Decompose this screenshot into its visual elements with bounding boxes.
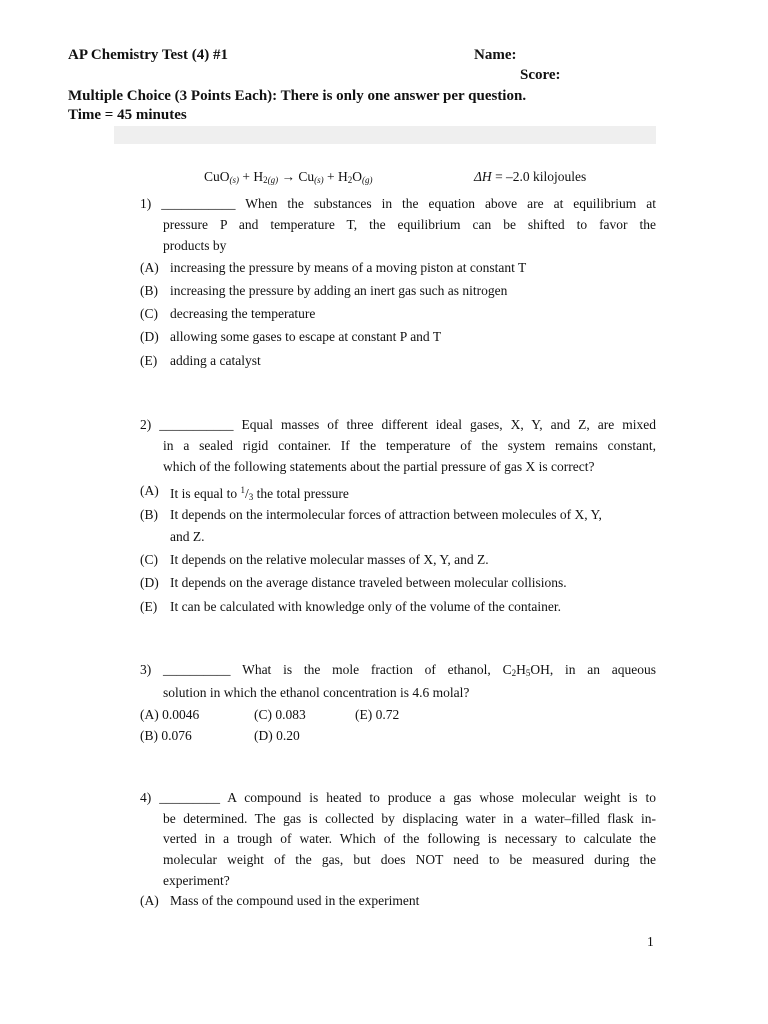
option-text: Mass of the compound used in the experiment [170, 893, 420, 908]
time-limit: Time = 45 minutes [68, 107, 187, 123]
option-letter: (B) [140, 283, 158, 298]
shaded-band [114, 126, 656, 144]
answer-blank: __________ [163, 662, 231, 677]
question-text: products by [163, 238, 227, 253]
equation: $CuO_{(s)} + H_{2(g)} \to Cu_{(s)} + H_2O_{(g)}$ [204, 169, 373, 185]
option: (E) 0.72 [355, 707, 400, 722]
question-number: 1) [140, 196, 152, 211]
option-letter: (A) [140, 893, 159, 908]
question-text: verted in a trough of water. Which of the following is necessary to calculate the [163, 831, 656, 846]
option-text: decreasing the temperature [170, 306, 316, 321]
option: (B) 0.076 [140, 728, 192, 743]
score-label: Score: [520, 67, 561, 83]
option-text: increasing the pressure by adding an inert gas such as nitrogen [170, 283, 508, 298]
name-label: Name: [474, 47, 517, 63]
option-letter: (C) [140, 306, 158, 321]
option-letter: (B) [140, 507, 158, 522]
question-number: 4) [140, 790, 152, 805]
question-text: When the substances in the equation above are at equilibrium at [245, 196, 656, 211]
question-text: experiment? [163, 873, 230, 888]
answer-blank: ___________ [161, 196, 236, 211]
question-text: A compound is heated to produce a gas whose molecular weight is to [227, 790, 657, 805]
test-title: AP Chemistry Test (4) #1 [68, 47, 228, 63]
option-letter: (C) [140, 552, 158, 567]
answer-blank: _________ [159, 790, 220, 805]
question-text: Equal masses of three different ideal gases, X, Y, and Z, are mixed [241, 417, 657, 432]
option-letter: (A) [140, 260, 159, 275]
option-text: It depends on the intermolecular forces of attraction between molecules of X, Y, [170, 507, 602, 522]
question-text: molecular weight of the gas, but does NOT need to be measured during the [163, 852, 656, 867]
option: (A) 0.0046 [140, 707, 200, 722]
question-text: which of the following statements about the partial pressure of gas X is correct? [163, 459, 595, 474]
question-text: in a sealed rigid container. If the temperature of the system remains constant, [163, 438, 656, 453]
option-text: allowing some gases to escape at constant P and T [170, 329, 442, 344]
question-text: be determined. The gas is collected by displacing water in a water–filled flask in- [163, 811, 656, 826]
option-text: and Z. [170, 529, 205, 544]
option-text: It depends on the average distance traveled between molecular collisions. [170, 575, 567, 590]
option-text: It can be calculated with knowledge only of the volume of the container. [170, 599, 561, 614]
instructions: Multiple Choice (3 Points Each): There is only one answer per question. [68, 88, 527, 104]
question-text: solution in which the ethanol concentration is 4.6 molal? [163, 685, 470, 700]
question-text: pressure P and temperature T, the equilibrium can be shifted to favor the [163, 217, 656, 232]
option-letter: (E) [140, 353, 158, 368]
option-letter: (A) [140, 483, 159, 498]
option-letter: (E) [140, 599, 158, 614]
page-number: 1 [647, 934, 654, 949]
option-text: It depends on the relative molecular masses of X, Y, and Z. [170, 552, 489, 567]
option-text: It is equal to $^1/_3$ the total pressure [170, 485, 349, 502]
option: (C) 0.083 [254, 707, 306, 722]
question-number: 3) [140, 662, 152, 677]
enthalpy: ΔH = –2.0 kilojoules [474, 169, 587, 184]
question-text: What is the mole fraction of ethanol, $C_2H_5OH$, in an aqueous [242, 662, 657, 678]
option-letter: (D) [140, 329, 159, 344]
answer-blank: ___________ [159, 417, 234, 432]
question-number: 2) [140, 417, 152, 432]
option-letter: (D) [140, 575, 159, 590]
option: (D) 0.20 [254, 728, 300, 743]
option-text: adding a catalyst [170, 353, 261, 368]
option-text: increasing the pressure by means of a moving piston at constant T [170, 260, 527, 275]
